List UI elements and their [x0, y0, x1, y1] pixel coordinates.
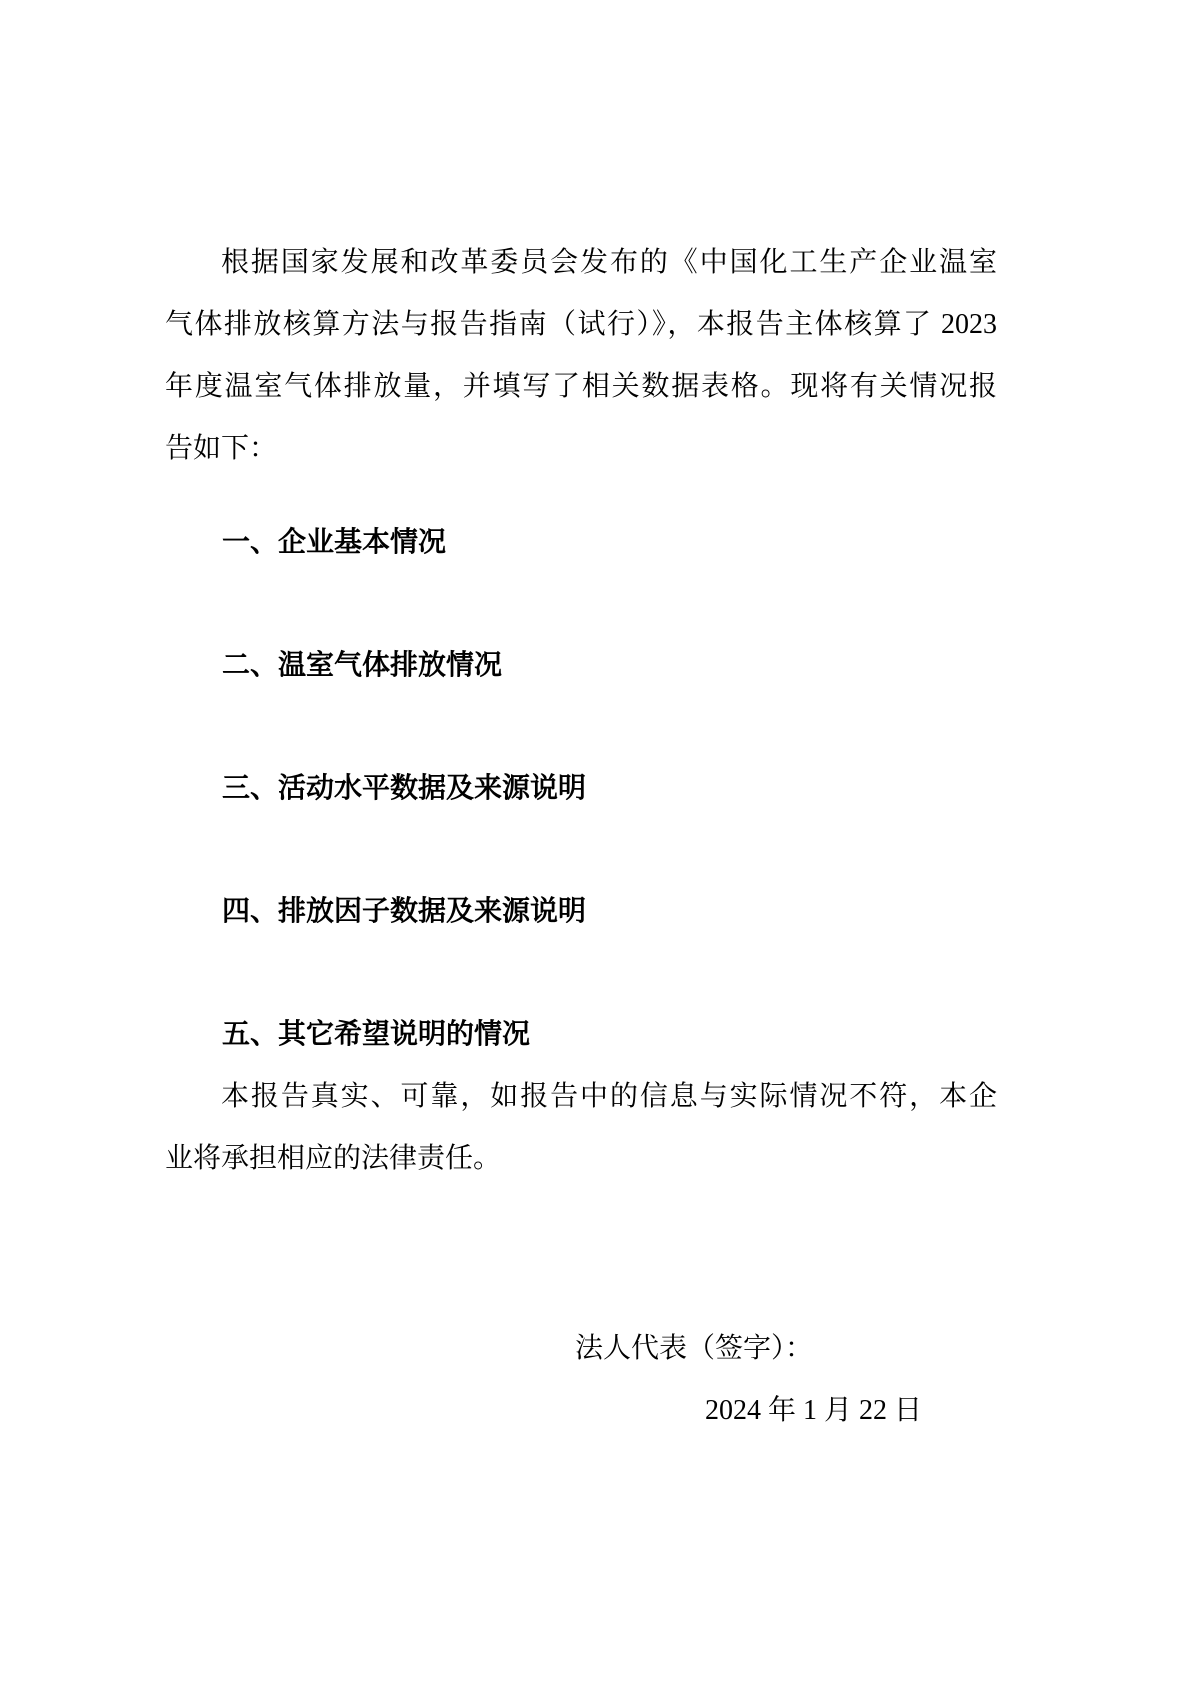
paragraph-line: 年度温室气体排放量，并填写了相关数据表格。现将有关情况报	[165, 371, 997, 402]
date-line: 2024 年 1 月 22 日	[705, 1395, 923, 1426]
paragraph-line: 告如下：	[165, 433, 278, 464]
signature-line: 法人代表（签字）：	[575, 1333, 814, 1364]
intro-paragraph	[165, 232, 997, 480]
document-content	[165, 0, 997, 1442]
section-heading-1: 一、企业基本情况	[222, 527, 447, 558]
paragraph-line: 气体排放核算方法与报告指南（试行）》，本报告主体核算了 2023	[165, 309, 997, 340]
section-heading-4: 四、排放因子数据及来源说明	[222, 896, 587, 927]
section-heading-5: 五、其它希望说明的情况	[222, 1019, 531, 1050]
declaration-paragraph	[165, 1066, 997, 1190]
paragraph-line: 本报告真实、可靠，如报告中的信息与实际情况不符，本企	[221, 1081, 997, 1112]
section-heading-3: 三、活动水平数据及来源说明	[222, 773, 587, 804]
paragraph-line: 业将承担相应的法律责任。	[165, 1143, 502, 1174]
paragraph-line: 根据国家发展和改革委员会发布的《中国化工生产企业温室	[221, 247, 997, 278]
section-heading-2: 二、温室气体排放情况	[222, 650, 503, 681]
